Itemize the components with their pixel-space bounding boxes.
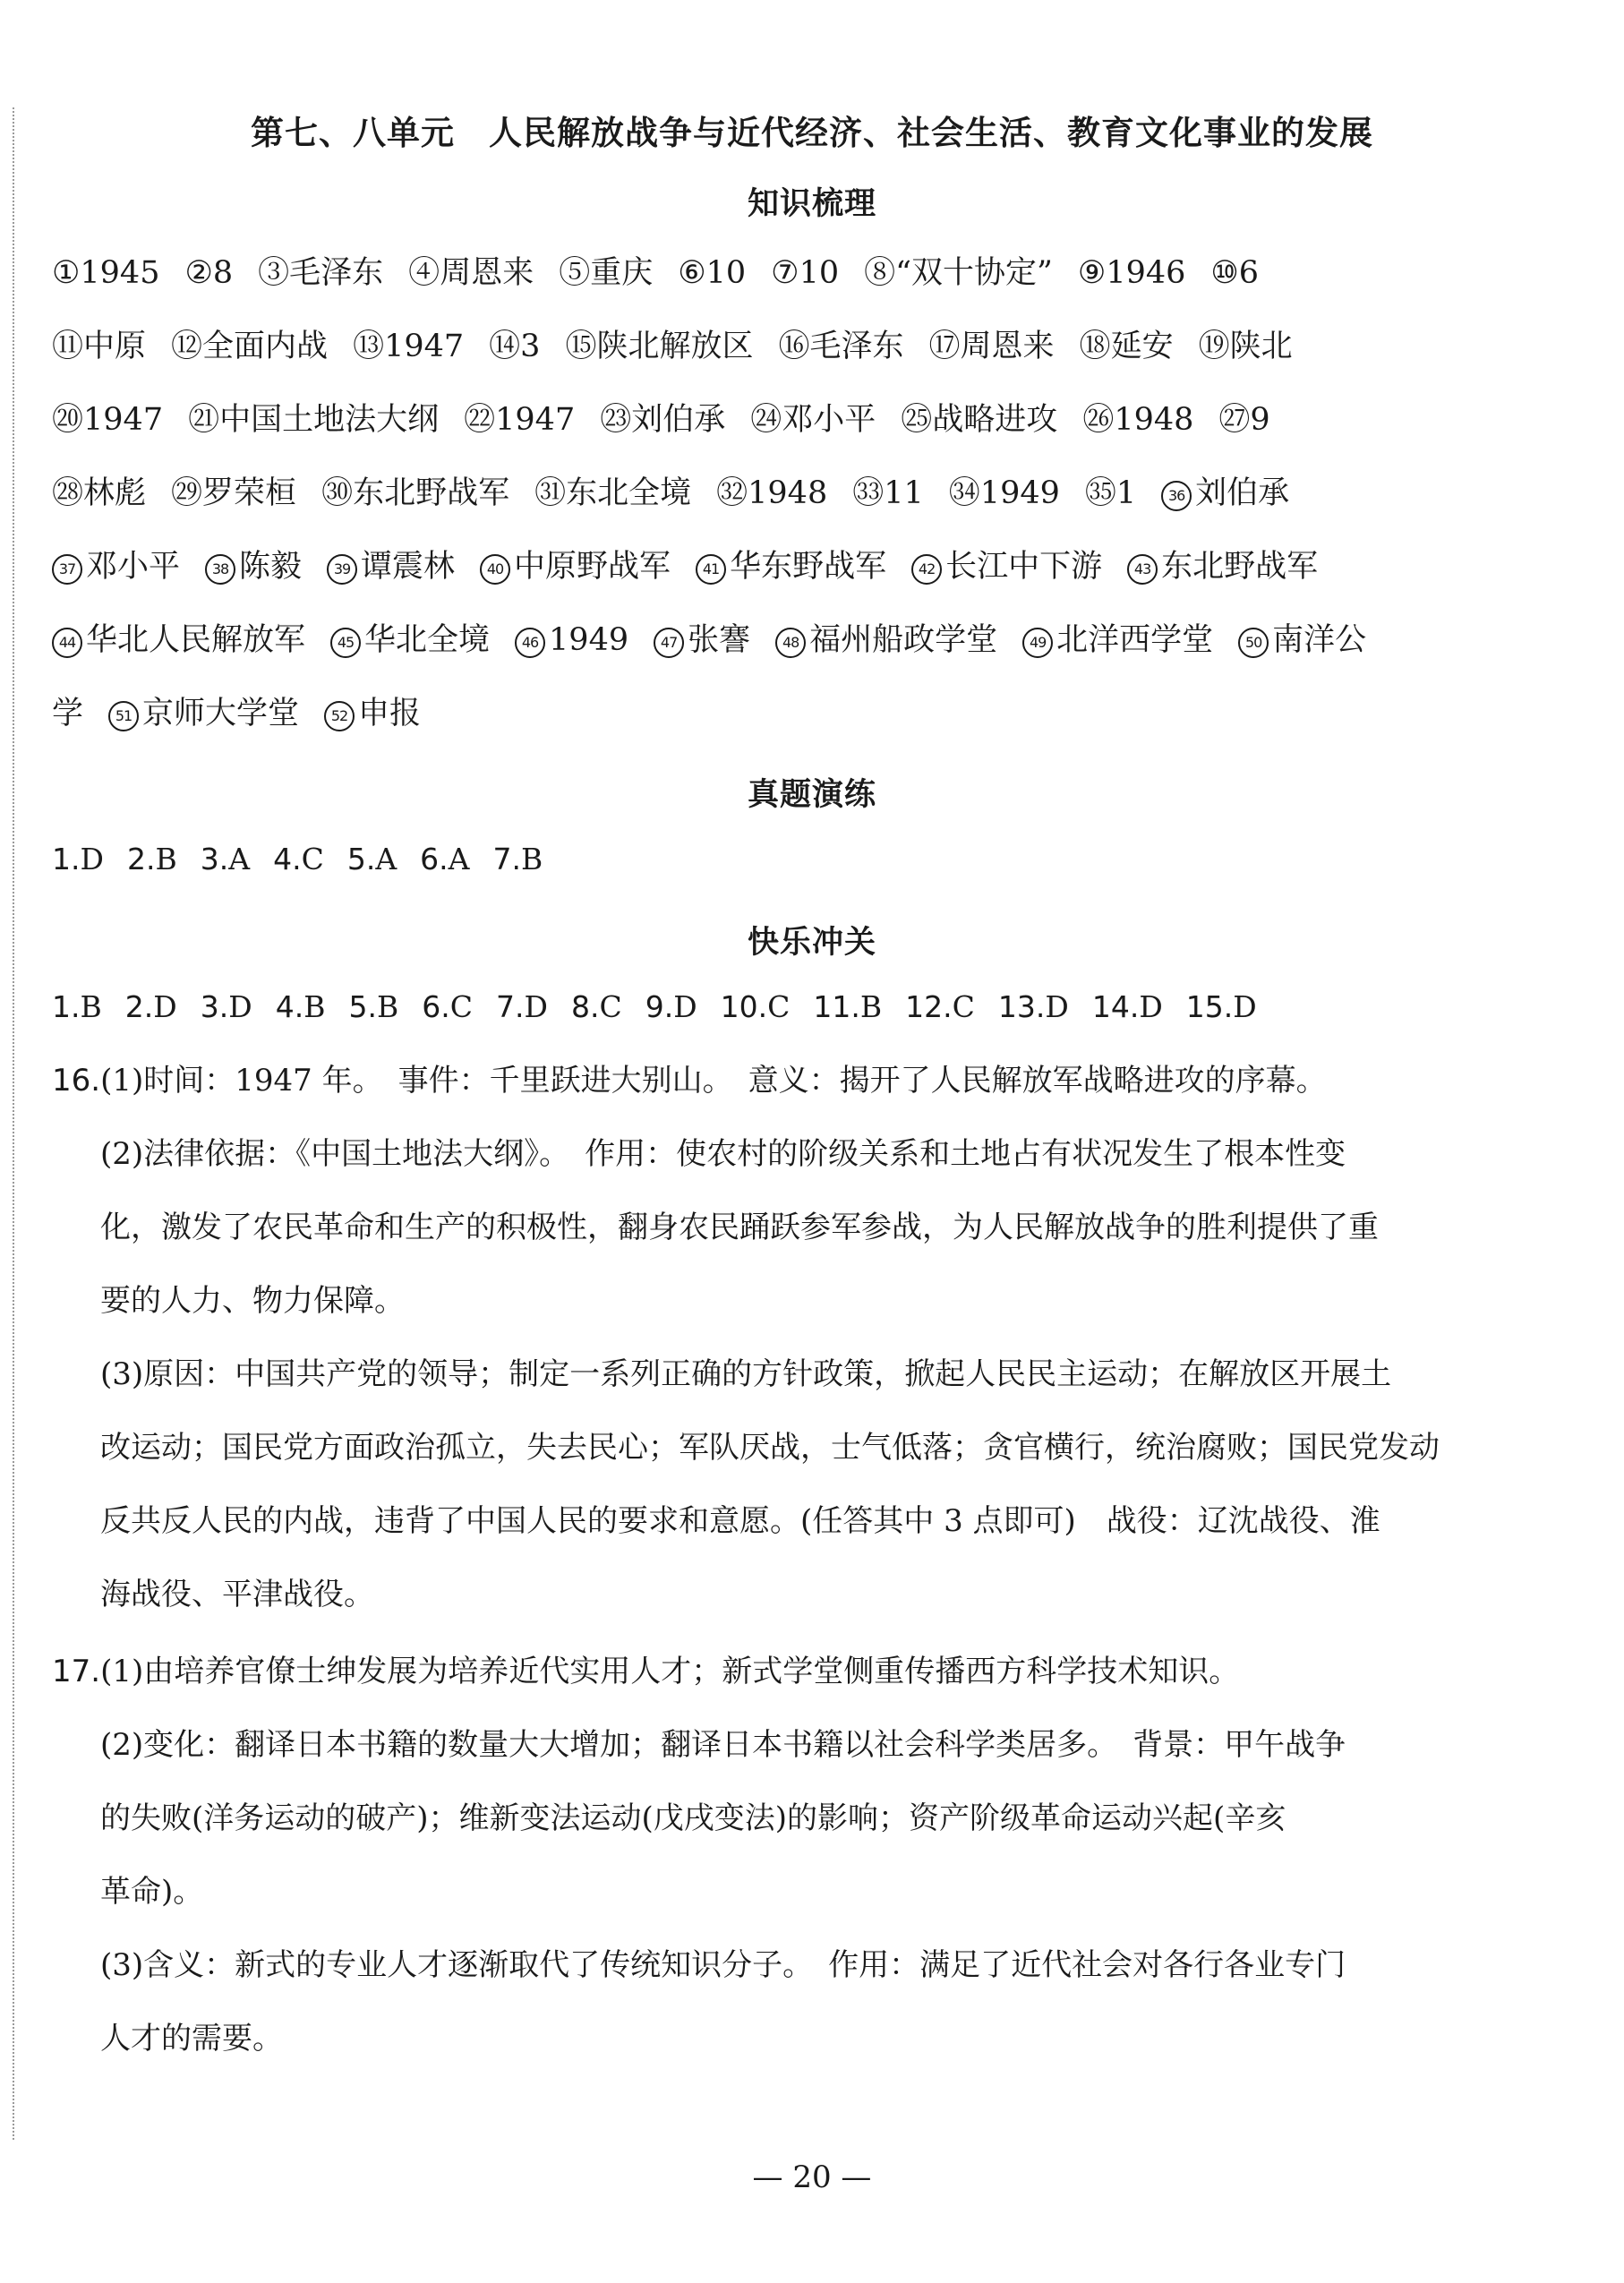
- knowledge-line: [52, 618, 1484, 663]
- knowledge-item: [52, 471, 146, 516]
- page-number: — 20 —: [752, 2159, 872, 2195]
- quiz-answer: [496, 985, 548, 1030]
- knowledge-item: [108, 691, 299, 736]
- knowledge-item: [911, 544, 1102, 589]
- item-answer: 刘伯承: [631, 402, 726, 438]
- quiz-answer: [998, 985, 1069, 1030]
- q16-p2b: 化，激发了农民革命和生产的积极性，翻身农民踊跃参军参战，为人民解放战争的胜利提供了重: [100, 1210, 1379, 1245]
- item-number: ㉗: [1218, 402, 1251, 438]
- item-answer: 3: [520, 329, 541, 364]
- item-number: 37: [52, 554, 82, 585]
- knowledge-item: [775, 618, 997, 663]
- answer-choice: A: [375, 842, 397, 876]
- answer-number: 10.: [720, 989, 768, 1024]
- knowledge-item: [52, 544, 180, 589]
- answer-number: 3.: [200, 842, 229, 876]
- item-number: ⑱: [1079, 329, 1111, 364]
- answer-choice: D: [228, 989, 252, 1024]
- knowledge-item: [901, 398, 1057, 442]
- answer-choice: D: [1139, 989, 1163, 1024]
- item-number: ③: [258, 255, 290, 291]
- item-number: ⑲: [1198, 329, 1230, 364]
- knowledge-item: [52, 398, 163, 442]
- quiz-answer: [276, 985, 326, 1030]
- item-number: 49: [1022, 628, 1053, 658]
- item-number: ㉑: [188, 402, 220, 438]
- knowledge-item: [565, 324, 753, 369]
- item-number: ㉓: [600, 402, 632, 438]
- item-answer: 福州船政学堂: [809, 622, 998, 658]
- page-title: 第七、八单元 人民解放战争与近代经济、社会生活、教育文化事业的发展: [251, 114, 1373, 152]
- answer-choice: D: [673, 989, 697, 1024]
- answer-number: 2.: [126, 842, 156, 876]
- item-number: 48: [775, 628, 806, 658]
- knowledge-item: [52, 324, 146, 369]
- item-answer: 10: [705, 255, 747, 291]
- item-answer: 长江中下游: [945, 549, 1103, 585]
- q16-p2c: 要的人力、物力保障。: [100, 1283, 405, 1319]
- item-number: ⑭: [489, 329, 521, 364]
- item-answer: 1948: [1114, 402, 1194, 438]
- item-answer: 北洋西学堂: [1056, 622, 1214, 658]
- knowledge-item: [1238, 618, 1366, 663]
- q16-number: 16.: [52, 1063, 101, 1099]
- item-number: 47: [654, 628, 684, 658]
- answer-choice: A: [228, 842, 251, 876]
- item-answer: 华北全境: [364, 622, 491, 658]
- q16-p3b: 改运动；国民党方面政治孤立，失去民心；军队厌战，士气低落；贪官横行，统治腐败；国民党发动: [100, 1430, 1440, 1466]
- answer-choice: D: [80, 842, 104, 876]
- item-answer: 1947: [83, 402, 164, 438]
- knowledge-item: [559, 251, 653, 295]
- item-answer: 1948: [748, 475, 828, 511]
- knowledge-item: [330, 618, 490, 663]
- knowledge-item: [1199, 324, 1293, 369]
- q16-p1-text: (1)时间：1947 年。 事件：千里跃进大别山。 意义：揭开了人民解放军战略进攻的序幕。: [100, 1063, 1327, 1099]
- item-number: ⑫: [171, 329, 203, 364]
- item-number: ㉜: [716, 475, 748, 511]
- q17-p2c: 革命)。: [100, 1874, 204, 1910]
- item-answer: 1949: [979, 475, 1060, 511]
- item-answer: 刘伯承: [1195, 475, 1290, 511]
- knowledge-item: [353, 324, 464, 369]
- item-number: ㉚: [321, 475, 354, 511]
- answer-number: 11.: [813, 989, 860, 1024]
- section-heading-quiz: 快乐冲关: [747, 925, 876, 961]
- knowledge-item: [52, 691, 83, 736]
- answer-number: 6.: [420, 842, 449, 876]
- item-answer: 中原野战军: [514, 549, 671, 585]
- item-answer: 延安: [1110, 329, 1174, 364]
- answer-number: 1.: [52, 989, 81, 1024]
- q17-part1: [52, 1649, 1239, 1694]
- item-number: ㉒: [464, 402, 496, 438]
- answer-choice: D: [153, 989, 177, 1024]
- item-answer: 东北全境: [566, 475, 692, 511]
- answer-number: 2.: [124, 989, 154, 1024]
- item-answer: 毛泽东: [289, 255, 384, 291]
- item-number: 46: [515, 628, 545, 658]
- item-number: ⑩: [1210, 255, 1239, 291]
- answer-choice: B: [521, 842, 543, 876]
- item-answer: 学: [52, 696, 84, 731]
- knowledge-item: [929, 324, 1055, 369]
- answer-number: 3.: [200, 989, 229, 1024]
- answer-number: 1.: [52, 842, 81, 876]
- q16-part1: [52, 1058, 1327, 1103]
- quiz-answer: [645, 985, 697, 1030]
- item-number: 40: [480, 554, 510, 585]
- item-answer: 邓小平: [86, 549, 181, 585]
- item-answer: 邓小平: [782, 402, 876, 438]
- knowledge-item: [771, 251, 839, 295]
- knowledge-item: [258, 251, 383, 295]
- item-number: ㉝: [852, 475, 885, 511]
- item-number: ㉔: [750, 402, 782, 438]
- answer-number: 7.: [495, 989, 525, 1024]
- item-number: 44: [52, 628, 82, 658]
- item-number: 52: [324, 701, 355, 731]
- item-answer: 周恩来: [440, 255, 534, 291]
- item-number: ①: [52, 255, 81, 291]
- section-heading-knowledge: 知识梳理: [747, 186, 876, 222]
- item-answer: 1949: [549, 622, 629, 658]
- quiz-answer: [201, 985, 252, 1030]
- knowledge-item: [408, 251, 534, 295]
- item-answer: 重庆: [590, 255, 654, 291]
- answer-choice: B: [303, 989, 326, 1024]
- item-answer: 周恩来: [960, 329, 1055, 364]
- knowledge-item: [1127, 544, 1318, 589]
- item-number: ⑧: [864, 255, 896, 291]
- item-answer: 全面内战: [202, 329, 329, 364]
- item-number: ⑥: [678, 255, 706, 291]
- quiz-answer: [813, 985, 882, 1030]
- item-number: ㉙: [171, 475, 203, 511]
- item-answer: 罗荣桓: [202, 475, 297, 511]
- q17-p2b: 的失败(洋务运动的破产)；维新变法运动(戊戌变法)的影响；资产阶级革命运动兴起(辛亥: [100, 1800, 1286, 1836]
- exam-answer: [52, 837, 104, 882]
- knowledge-item: [205, 544, 302, 589]
- knowledge-item: [1085, 471, 1136, 516]
- answer-number: 6.: [422, 989, 450, 1024]
- item-answer: 京师大学堂: [142, 696, 300, 731]
- item-number: 38: [205, 554, 235, 585]
- exam-answer: [493, 837, 543, 882]
- knowledge-item: [678, 251, 746, 295]
- q17-p2a: (2)变化：翻译日本书籍的数量大大增加；翻译日本书籍以社会科学类居多。 背景：甲午战争: [100, 1727, 1346, 1763]
- quiz-answer: [1186, 985, 1257, 1030]
- quiz-answer: [125, 985, 177, 1030]
- item-number: ②: [184, 255, 213, 291]
- answer-number: 9.: [645, 989, 674, 1024]
- knowledge-item: [696, 544, 886, 589]
- answer-number: 14.: [1091, 989, 1140, 1024]
- answer-number: 7.: [492, 842, 522, 876]
- knowledge-item: [1078, 251, 1185, 295]
- knowledge-item: [489, 324, 540, 369]
- item-answer: 8: [212, 255, 234, 291]
- item-answer: 毛泽东: [809, 329, 904, 364]
- q16-p3c: 反共反人民的内战，违背了中国人民的要求和意愿。(任答其中 3 点即可) 战役：辽沈战役、淮: [100, 1503, 1380, 1539]
- quiz-answer: [721, 985, 791, 1030]
- knowledge-item: [515, 618, 628, 663]
- quiz-answer: [422, 985, 473, 1030]
- item-answer: 南洋公: [1272, 622, 1367, 658]
- knowledge-line: [52, 471, 1484, 516]
- knowledge-item: [184, 251, 233, 295]
- answer-choice: B: [376, 989, 399, 1024]
- item-number: ⑳: [52, 402, 84, 438]
- quiz-answer: [905, 985, 975, 1030]
- item-number: ⑪: [52, 329, 84, 364]
- item-number: ㉘: [52, 475, 84, 511]
- knowledge-item: [1082, 398, 1193, 442]
- item-answer: 谭震林: [361, 549, 456, 585]
- answer-choice: C: [952, 989, 975, 1024]
- answer-choice: D: [1233, 989, 1257, 1024]
- knowledge-item: [327, 544, 455, 589]
- knowledge-item: [1218, 398, 1269, 442]
- q17-number: 17.: [52, 1654, 101, 1689]
- knowledge-item: [949, 471, 1060, 516]
- q16-p3d: 海战役、平津战役。: [100, 1577, 374, 1612]
- q17-p3b: 人才的需要。: [100, 2021, 283, 2056]
- knowledge-item: [778, 324, 903, 369]
- answer-number: 5.: [346, 842, 376, 876]
- knowledge-item: [52, 251, 159, 295]
- item-answer: 11: [884, 475, 924, 511]
- answer-choice: D: [1045, 989, 1069, 1024]
- knowledge-item: [1080, 324, 1174, 369]
- knowledge-item: [171, 324, 328, 369]
- knowledge-item: [864, 251, 1053, 295]
- exam-answer: [273, 837, 324, 882]
- quiz-answer: [1092, 985, 1163, 1030]
- item-answer: 华北人民解放军: [86, 622, 306, 658]
- knowledge-item: [480, 544, 671, 589]
- item-number: ⑯: [778, 329, 810, 364]
- item-answer: 1947: [495, 402, 576, 438]
- q17-p1-text: (1)由培养官僚士绅发展为培养近代实用人才；新式学堂侧重传播西方科学技术知识。: [100, 1654, 1240, 1689]
- item-answer: 东北野战军: [1161, 549, 1319, 585]
- item-number: 51: [108, 701, 139, 731]
- item-answer: 林彪: [83, 475, 147, 511]
- knowledge-line: [52, 398, 1484, 442]
- quiz-answer: [52, 985, 102, 1030]
- knowledge-item: [52, 618, 305, 663]
- item-answer: 1946: [1106, 255, 1186, 291]
- knowledge-item: [324, 691, 421, 736]
- knowledge-item: [534, 471, 691, 516]
- item-answer: 战略进攻: [932, 402, 1058, 438]
- knowledge-line: [52, 691, 1484, 736]
- answer-number: 4.: [273, 842, 302, 876]
- knowledge-item: [1022, 618, 1213, 663]
- knowledge-line: [52, 324, 1484, 369]
- knowledge-item: [716, 471, 827, 516]
- item-answer: 陕北: [1229, 329, 1293, 364]
- item-number: ⑰: [928, 329, 961, 364]
- item-number: ⑬: [353, 329, 385, 364]
- item-number: 42: [911, 554, 942, 585]
- item-number: ㉕: [901, 402, 933, 438]
- answer-choice: C: [599, 989, 622, 1024]
- exam-answer: [420, 837, 469, 882]
- item-number: ㉟: [1084, 475, 1116, 511]
- item-answer: 陈毅: [239, 549, 303, 585]
- item-number: 43: [1127, 554, 1158, 585]
- section-heading-exam: 真题演练: [747, 777, 876, 813]
- answer-choice: A: [448, 842, 470, 876]
- item-answer: 1: [1115, 475, 1137, 511]
- item-answer: 中原: [83, 329, 147, 364]
- item-answer: “双十协定”: [895, 255, 1053, 291]
- exam-answer: [347, 837, 397, 882]
- item-number: 45: [330, 628, 361, 658]
- answer-choice: B: [155, 842, 177, 876]
- item-answer: 1945: [80, 255, 160, 291]
- answer-choice: C: [301, 842, 324, 876]
- knowledge-item: [600, 398, 725, 442]
- item-answer: 6: [1238, 255, 1260, 291]
- item-number: ⑮: [565, 329, 597, 364]
- item-answer: 中国土地法大纲: [219, 402, 440, 438]
- answer-number: 15.: [1185, 989, 1234, 1024]
- exam-answer-row: [52, 837, 566, 882]
- answer-choice: D: [524, 989, 548, 1024]
- item-answer: 申报: [358, 696, 422, 731]
- q16-p2a: (2)法律依据：《中国土地法大纲》。 作用：使农村的阶级关系和土地占有状况发生了根本性变: [100, 1136, 1346, 1172]
- item-number: ⑤: [559, 255, 591, 291]
- answer-number: 5.: [348, 989, 377, 1024]
- knowledge-line: [52, 251, 1484, 295]
- item-answer: 东北野战军: [353, 475, 510, 511]
- item-answer: 10: [799, 255, 840, 291]
- exam-answer: [127, 837, 177, 882]
- item-answer: 张謇: [688, 622, 751, 658]
- item-number: 41: [696, 554, 726, 585]
- item-answer: 华东野战军: [730, 549, 887, 585]
- answer-number: 8.: [570, 989, 600, 1024]
- answer-number: 12.: [905, 989, 953, 1024]
- answer-choice: B: [859, 989, 883, 1024]
- exam-answer: [201, 837, 250, 882]
- knowledge-item: [188, 398, 439, 442]
- answer-choice: C: [767, 989, 791, 1024]
- knowledge-item: [464, 398, 575, 442]
- answer-number: 4.: [275, 989, 304, 1024]
- knowledge-item: [1161, 471, 1289, 516]
- knowledge-line: [52, 544, 1484, 589]
- knowledge-item: [1210, 251, 1259, 295]
- q17-p3a: (3)含义：新式的专业人才逐渐取代了传统知识分子。 作用：满足了近代社会对各行各业专门: [100, 1947, 1346, 1983]
- item-number: ㉞: [948, 475, 980, 511]
- item-number: ㉖: [1082, 402, 1115, 438]
- answer-choice: C: [449, 989, 473, 1024]
- item-number: ④: [408, 255, 440, 291]
- item-answer: 1947: [384, 329, 465, 364]
- quiz-answer-row: [52, 985, 1280, 1030]
- item-number: ⑨: [1077, 255, 1107, 291]
- item-number: ⑦: [771, 255, 799, 291]
- item-answer: 9: [1250, 402, 1270, 438]
- answer-choice: B: [80, 989, 102, 1024]
- knowledge-item: [750, 398, 876, 442]
- knowledge-item: [321, 471, 509, 516]
- knowledge-item: [654, 618, 750, 663]
- item-number: 39: [327, 554, 357, 585]
- quiz-answer: [348, 985, 398, 1030]
- item-number: 50: [1238, 628, 1269, 658]
- item-number: 36: [1161, 481, 1192, 511]
- knowledge-item: [171, 471, 296, 516]
- quiz-answer: [571, 985, 622, 1030]
- q16-p3a: (3)原因：中国共产党的领导；制定一系列正确的方针政策，掀起人民民主运动；在解放区开展土: [100, 1356, 1392, 1392]
- knowledge-item: [852, 471, 924, 516]
- binding-margin-rule: [13, 107, 14, 2140]
- answer-number: 13.: [997, 989, 1046, 1024]
- item-answer: 陕北解放区: [596, 329, 754, 364]
- item-number: ㉛: [534, 475, 567, 511]
